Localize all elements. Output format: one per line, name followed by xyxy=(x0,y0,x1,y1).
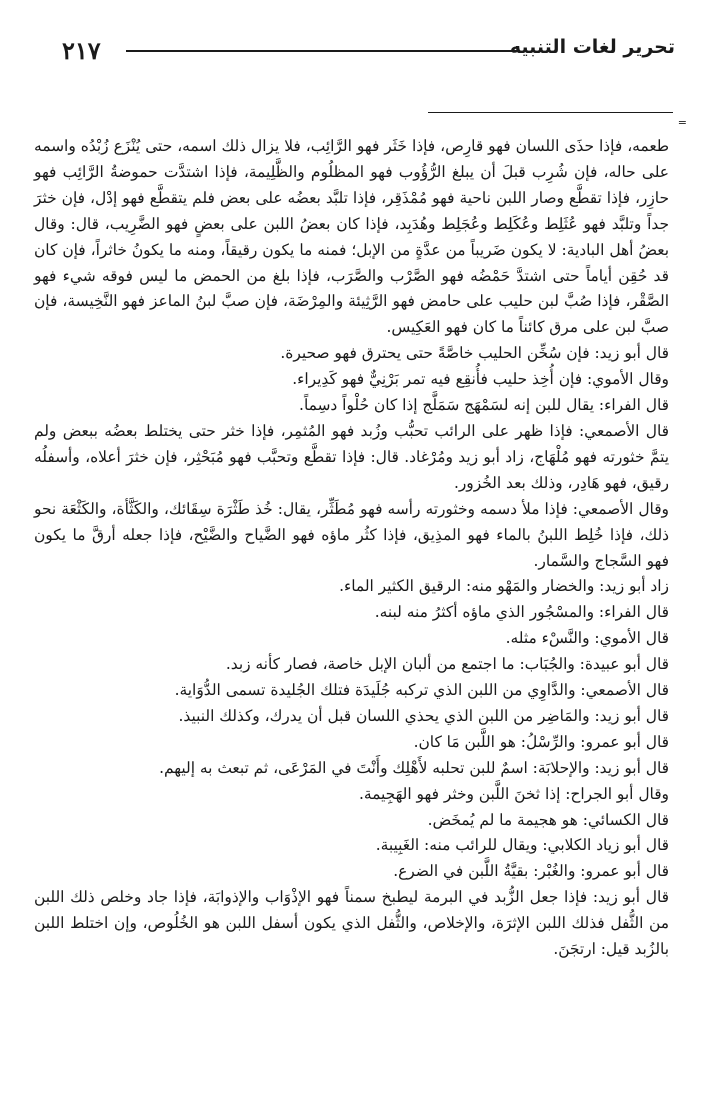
paragraph: قال الفراء: والمسْجُور الذي ماؤه أكثرُ منه لبنه. xyxy=(374,603,669,622)
paragraph: قال أبو عبيدة: والجُبَاب: ما اجتمع من ألبان الإبل خاصة، فصار كأنه زبد. xyxy=(225,655,669,674)
paragraph: قال الأموي: والنَّسْء مثله. xyxy=(505,629,669,648)
margin-mark: = xyxy=(677,116,687,129)
footnote-separator-rule xyxy=(428,112,673,113)
paragraph: قال أبو زيد: فإذا جعل الزُّبد في البرمة ليطبخ سمناً فهو الإذْوَاب والإذوابَة، فإذا جاد وخلص ذلك اللبن من الثُّفل فذلك اللبن الإثرَة، والإخلاص، والثُّفل الذي يكون أسفل اللبن هو الخُلُوص، وإن اختلط اللبن بالزُبد قيل: ارتجَنَ. xyxy=(34,888,669,959)
paragraph: قال الفراء: يقال للبن إنه لسَمْهَج سَمَلَّج إذا كان حُلْواً دسِماً. xyxy=(299,396,669,415)
paragraph: قال أبو زياد الكلابي: ويقال للرائب منه: الغَبِيبة. xyxy=(375,836,669,855)
book-title: تحرير لغات التنبيه xyxy=(509,36,675,58)
paragraph: قال أبو زيد: والإحلابَة: اسمٌ للبن تحلبه لأَهْلِك وأَنْتَ في المَرْعَى، ثم تبعث به إليهم. xyxy=(159,758,669,777)
paragraph: زاد أبو زيد: والخضار والمَهْو منه: الرقيق الكثير الماء. xyxy=(339,577,669,596)
paragraph: طعمه، فإذا حذَى اللسان فهو قارِص، فإذا خَثَر فهو الرَّائِب، فلا يزال ذلك اسمه، حتى يُنْزَع زُبْدُه واسمه على حاله، فإن شُرِب قبلَ أن يبلغ الرُّؤُوب فهو المظلُوم والظَّلِيمة، فإذا اشتدَّت حموضةُ الرَّائِب فهو حازِر، فإذا تقطَّع وصار اللبن ناحية فهو مُمْذَقِر، فإذا تلبَّد بعضُه على بعض فلم يتقطَّع فهو إدْل، فإن خثرَ جداً وتلبَّد فهو عُثَلِط وعُكَلِط وعُجَلِط وهُدَبِد، فإذا كان بعضُ اللبن على بعضٍ فهو الضَّرِيب، قال: وقال بعضُ أهل البادية: لا يكون ضَريباً من عدَّةٍ من الإبل؛ فمنه ما يكون رقيقاً، ومنه ما يكونُ خاثراً، فإن كان قد حُقِن أياماً حتى اشتدَّ حَمْضُه فهو الصَّرْب والصَّرَب، فإذا بلغ من الحمض ما ليس فوقه شيء فهو الصَّقْر، فإذا صُبَّ لبن حليب على حامض فهو الرَّثِيئة والمِرْضَة، فإن صبَّ لبنُ الماعز فهو النَّخِيسة، فإن صبَّ لبن على مرق كائناً ما كان فهو العَكِيس. xyxy=(34,137,669,337)
paragraph: وقال الأموي: فإن أُخِذ حليب فأُنقِع فيه تمر بَرْنِيٌّ فهو كَدِيراء. xyxy=(292,370,669,389)
paragraph: قال الكسائي: هو هجيمة ما لم يُمخَض. xyxy=(427,810,669,829)
paragraph: قال الأصمعي: والدَّاوِي من اللبن الذي تركبه جُلَيدَة فتلك الجُليدة تسمى الدُّوَاية. xyxy=(174,681,669,700)
page-number: ٢١٧ xyxy=(62,36,101,65)
paragraph: وقال أبو الجراح: إذا ثخنَ اللَّبن وخثر فهو الهَجِيمة. xyxy=(358,784,669,803)
paragraph: قال أبو زيد: والمَاضِر من اللبن الذي يحذي اللسان قبل أن يدرك، وكذلك النبيذ. xyxy=(178,706,669,725)
body-text xyxy=(34,134,669,963)
paragraph: قال أبو زيد: فإن سُخِّن الحليب خاصَّةً حتى يحترق فهو صحيرة. xyxy=(280,344,669,363)
header-rule xyxy=(126,50,517,52)
paragraph: وقال الأصمعي: فإذا ملأ دسمه وخثورته رأسه فهو مُطَثِّر، يقال: خُذ طَثْرَة سِقَائك، والكَثَّأة، والكَثْعَة نحو ذلك، فإذا خُلِط اللبنُ بالماء فهو المذِيق، فإذا كثُر ماؤه فهو الضَّياح والضَّيْح، فإذا جعله أرقَّ ما يكون فهو السَّجاج والسَّمار. xyxy=(34,499,669,570)
paragraph: قال الأصمعي: فإذا ظهر على الرائب تحبُّب وزُبد فهو المُثمِر، فإذا خثر حتى يختلط بعضُه ببعض ولم يتمَّ خثورته فهو مُلْهَاج، زاد أبو زيد ومُرْغاد. قال: فإذا تقطَّع وتحبَّب فهو مُبَحْثِر، فإن خثرَ أعلاه، وأسفلُه رقيق، فهو هَادِر، وذلك بعد الخُزور. xyxy=(34,421,669,492)
paragraph: قال أبو عمرو: والرِّسْلُ: هو اللَّبن مَا كان. xyxy=(413,732,669,751)
running-header xyxy=(62,34,675,70)
paragraph: قال أبو عمرو: والغُبْر: بقيَّةُ اللَّبن في الضرع. xyxy=(393,862,669,881)
